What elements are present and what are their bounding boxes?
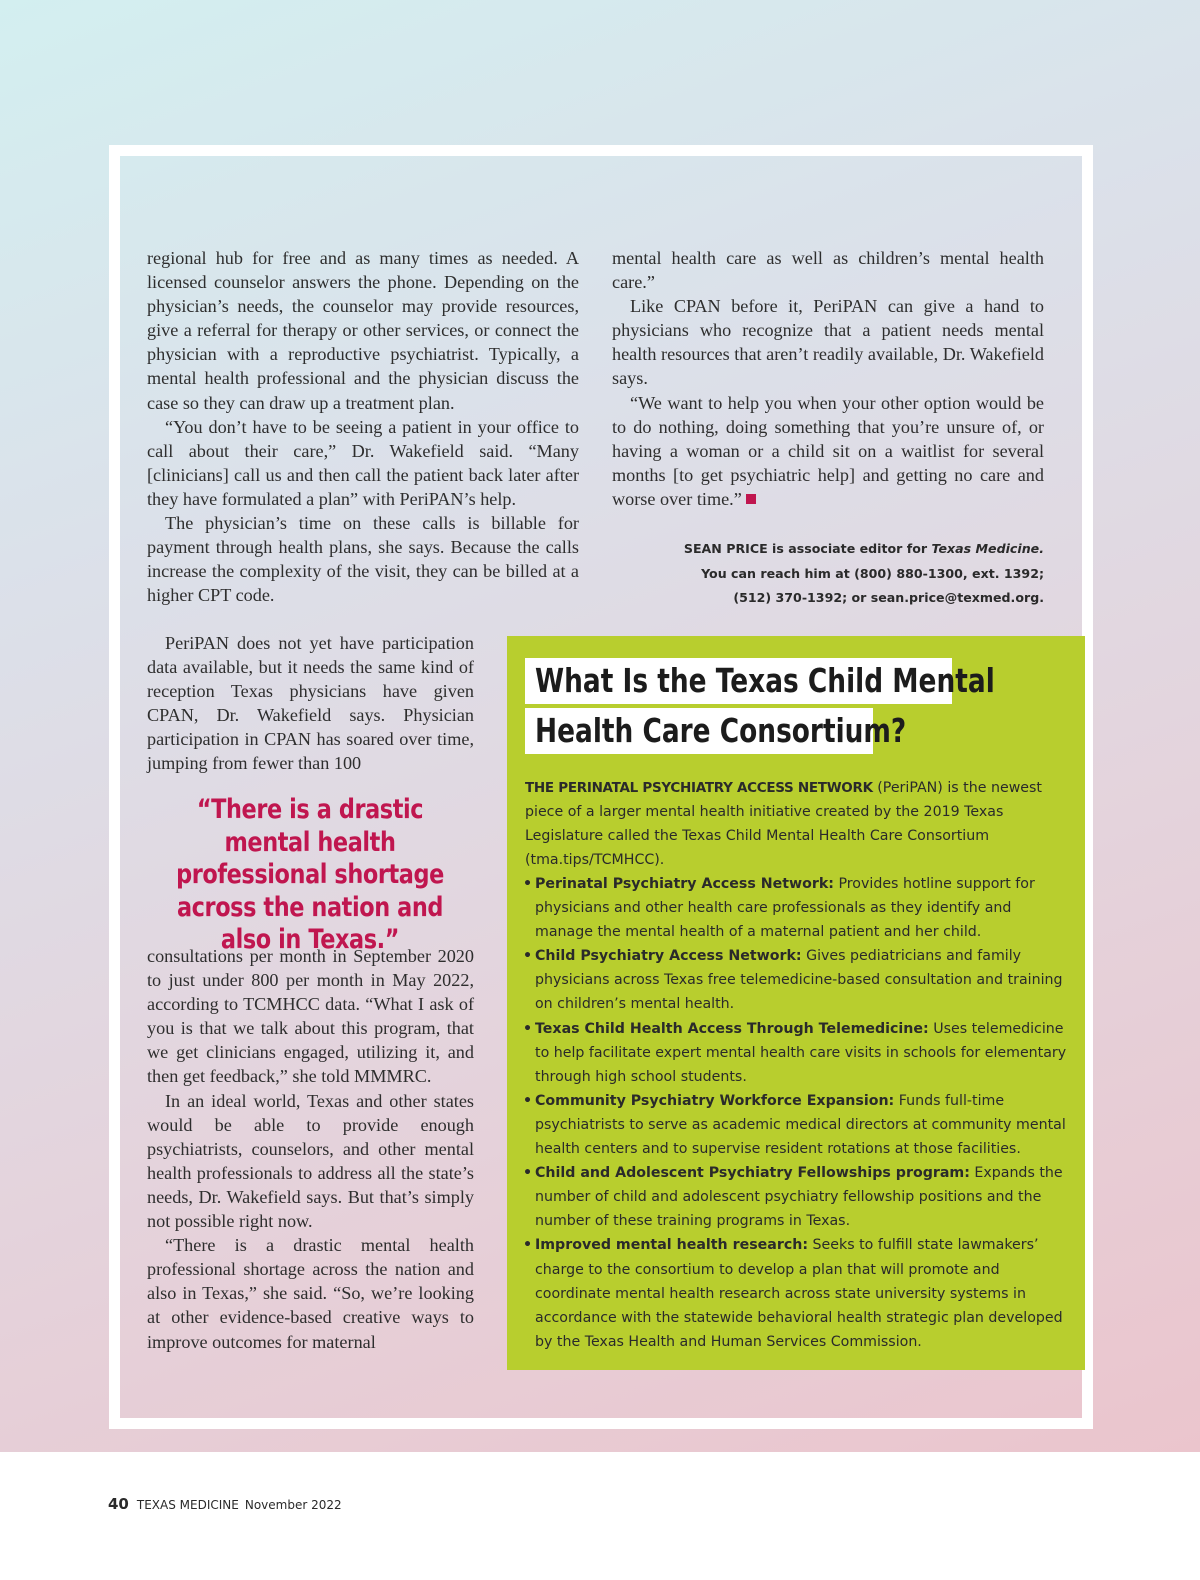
sidebar-intro-lead: THE PERINATAL PSYCHIATRY ACCESS NETWORK	[525, 780, 873, 796]
list-item	[525, 1161, 1070, 1233]
list-item-text: Gives pediatricians and family physicians across Texas free telemedicine-based consultation and training on children’s mental health.	[535, 948, 1063, 1013]
list-item-label: Child Psychiatry Access Network:	[535, 948, 802, 965]
publication-name: Texas Medicine.	[931, 541, 1044, 556]
page-footer	[108, 1495, 342, 1513]
sidebar-title-line-1	[525, 658, 995, 704]
list-item	[525, 944, 1070, 1016]
sidebar-title-text: What Is the Texas Child Mental	[535, 661, 995, 700]
sidebar-title-text: Health Care Consortium?	[535, 711, 907, 750]
article-column-1-bottom	[147, 944, 474, 1354]
paragraph: consultations per month in September 2020 to just under 800 per month in May 2022, according to TCMHCC data. “What I ask of you is that we talk about this program, that we get clinicians engaged, utilizing it, and then get feedback,” she told MMMRC.	[147, 946, 474, 1087]
author-byline	[612, 537, 1044, 611]
paragraph: “You don’t have to be seeing a patient in your office to call about their care,” Dr. Wakefield said. “Many [clinicians] call us and then call the patient back later after they have formulated a plan” with PeriPAN’s help.	[147, 416, 579, 509]
list-item-text: Funds full-time psychiatrists to serve as academic medical directors at community mental health centers and to supervise resident rotations at those facilities.	[535, 1092, 1066, 1158]
list-item-text: Expands the number of child and adolescent psychiatry fellowship positions and the number of these training programs in Texas.	[535, 1165, 1063, 1230]
list-item	[525, 1233, 1070, 1353]
list-item-text: Seeks to fulfill state lawmakers’ charge to the consortium to develop a plan that will promote and coordinate mental health research across state university systems in accordance with the statewide behavioral health strategic plan developed by the Texas Health and Human Services Commission.	[535, 1237, 1063, 1350]
list-item-text: Provides hotline support for physicians and other health care professionals as they identify and manage the mental health of a maternal patient and her child.	[535, 876, 1035, 941]
byline-line-1	[612, 537, 1044, 562]
list-item	[525, 1017, 1070, 1089]
list-item-label: Texas Child Health Access Through Telemedicine:	[535, 1020, 929, 1037]
paragraph-text: “We want to help you when your other option would be to do nothing, doing something that you’re unsure of, or having a woman or a child sit on a waitlist for several months [to get psychiatric help] and getting no care and worse over time.”	[612, 392, 1044, 509]
issue-date: November 2022	[244, 1498, 342, 1512]
paragraph: mental health care as well as children’s mental health care.”	[612, 248, 1044, 293]
list-item-text: Uses telemedicine to help facilitate expert mental health care visits in schools for elementary through high school students.	[535, 1020, 1067, 1085]
byline-line-2: You can reach him at (800) 880-1300, ext. 1392;	[701, 565, 1044, 581]
article-column-1-top	[147, 246, 579, 607]
sidebar-intro	[525, 776, 1070, 872]
article-column-2	[612, 246, 1044, 511]
article-column-1-middle	[147, 631, 474, 776]
sidebar-bullet-list	[525, 872, 1070, 1354]
paragraph: Like CPAN before it, PeriPAN can give a hand to physicians who recognize that a patient needs mental health resources that aren’t readily available, Dr. Wakefield says.	[612, 296, 1044, 389]
list-item	[525, 872, 1070, 944]
page-number: 40	[108, 1495, 129, 1513]
list-item-label: Improved mental health research:	[535, 1237, 809, 1254]
paragraph: In an ideal world, Texas and other states would be able to provide enough psychiatrists, counselors, and other mental health professionals to address all the state’s needs, Dr. Wakefield says. But that’s simply not possible right now.	[147, 1090, 474, 1232]
paragraph: regional hub for free and as many times as needed. A licensed counselor answers the phone. Depending on the physician’s needs, the counselor may provide resources, give a referral for therapy or other services, or connect the physician with a reproductive psychiatrist. Typically, a mental health professional and the physician discuss the case so they can draw up a treatment plan.	[147, 248, 579, 413]
pull-quote: “There is a drastic mental health professional shortage across the nation and also in Texas.”	[176, 794, 444, 955]
paragraph: “There is a drastic mental health professional shortage across the nation and also in Texas,” she said. “So, we’re looking at other evidence-based creative ways to improve outcomes for maternal	[147, 1235, 474, 1352]
sidebar-title-line-2	[525, 708, 907, 754]
paragraph: The physician’s time on these calls is billable for payment through health plans, she says. Because the calls increase the complexity of the visit, they can be billed at a higher CPT code.	[147, 513, 579, 606]
paragraph	[612, 391, 1044, 511]
byline-line-3: (512) 370-1392; or sean.price@texmed.org.	[733, 590, 1044, 605]
magazine-name: TEXAS MEDICINE	[136, 1498, 239, 1512]
list-item-label: Perinatal Psychiatry Access Network:	[535, 876, 834, 892]
end-mark-icon	[746, 494, 756, 504]
list-item	[525, 1089, 1070, 1161]
byline-text: SEAN PRICE is associate editor for	[683, 541, 932, 556]
list-item-label: Community Psychiatry Workforce Expansion:	[535, 1092, 895, 1109]
sidebar-intro-text: (PeriPAN) is the newest piece of a larger mental health initiative created by the 2019 Texas Legislature called the Texas Child Mental Health Care Consortium (tma.tips/TCMHCC).	[525, 780, 1042, 869]
list-item-label: Child and Adolescent Psychiatry Fellowships program:	[535, 1165, 970, 1182]
paragraph: PeriPAN does not yet have participation data available, but it needs the same kind of reception Texas physicians have given CPAN, Dr. Wakefield says. Physician participation in CPAN has soared over time, jumping from fewer than 100	[147, 633, 474, 774]
